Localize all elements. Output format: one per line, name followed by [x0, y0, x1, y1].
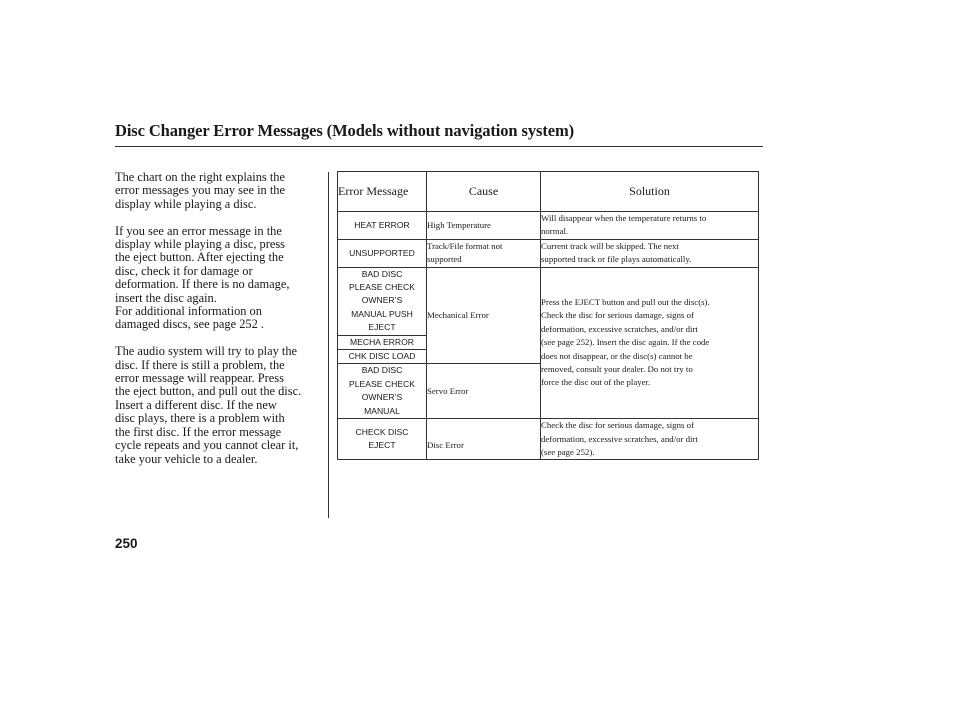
table-row [338, 239, 759, 267]
error-code: BAD DISC [361, 268, 403, 279]
text-line: display while playing a disc. [115, 196, 257, 211]
text-line: take your vehicle to a dealer. [115, 451, 258, 466]
text-line: disc. If there is still a problem, the [115, 357, 285, 372]
solution-line: removed, consult your dealer. Do not try to [541, 363, 693, 374]
solution-cell [541, 212, 759, 240]
text-line: cycle repeats and you cannot clear it, [115, 438, 299, 453]
error-code: MECHA ERROR [350, 336, 414, 347]
cause-cell [427, 419, 541, 460]
text-line: the eject button, and pull out the disc. [115, 384, 302, 399]
solution-line: does not disappear, or the disc(s) cannot be [541, 350, 693, 361]
solution-line: normal. [541, 226, 569, 237]
header-cause: Cause [427, 172, 541, 212]
error-code: EJECT [368, 322, 396, 333]
error-code: CHECK DISC [355, 426, 409, 437]
error-code: CHK DISC LOAD [348, 351, 416, 362]
intro-paragraph-1 [115, 171, 327, 211]
text-line: disc plays, there is a problem with [115, 411, 285, 426]
solution-line: deformation, excessive scratches, and/or dirt [541, 323, 698, 334]
text-line: The chart on the right explains the [115, 170, 285, 184]
cause-line: Disc Error [427, 440, 464, 450]
header-solution: Solution [541, 172, 759, 212]
error-message-cell [338, 419, 427, 460]
column-divider [328, 172, 329, 518]
solution-cell [541, 419, 759, 460]
error-message-table [337, 171, 759, 460]
solution-line: (see page 252). [541, 446, 595, 457]
text-line: error message will reappear. Press [115, 371, 284, 386]
cause-line: supported [427, 254, 462, 265]
solution-line: Press the EJECT button and pull out the disc(s). [541, 296, 710, 307]
cause-cell: Mechanical Error [427, 267, 541, 364]
cause-line: Track/File format not [427, 240, 503, 251]
error-message-cell [338, 239, 427, 267]
error-message-cell [338, 212, 427, 240]
text-line: If you see an error message in the [115, 223, 282, 238]
text-line: For additional information on [115, 304, 262, 319]
page-title: Disc Changer Error Messages (Models without navigation system) [115, 121, 574, 140]
solution-cell [541, 267, 759, 418]
error-code: MANUAL [364, 405, 400, 416]
error-message-cell [338, 335, 427, 349]
text-line: The audio system will try to play the [115, 344, 298, 359]
text-line: error messages you may see in the [115, 183, 285, 198]
page-number: 250 [115, 536, 138, 551]
solution-line: Current track will be skipped. The next [541, 240, 679, 251]
solution-line: force the disc out of the player. [541, 377, 651, 388]
error-code: HEAT ERROR [354, 219, 410, 230]
text-line: deformation. If there is no damage, [115, 277, 290, 292]
solution-line: deformation, excessive scratches, and/or dirt [541, 433, 698, 444]
intro-text [115, 171, 327, 466]
error-code: MANUAL PUSH [351, 308, 413, 319]
table-row [338, 267, 759, 335]
text-line: display while playing a disc, press [115, 237, 285, 252]
solution-cell [541, 239, 759, 267]
text-line: the first disc. If the error message [115, 424, 282, 439]
error-code: PLEASE CHECK [349, 282, 415, 293]
cause-cell [427, 239, 541, 267]
title-divider [115, 146, 763, 147]
header-error-message: Error Message [338, 172, 427, 212]
error-code: EJECT [368, 440, 396, 451]
table-row [338, 419, 759, 460]
intro-paragraph-2 [115, 225, 327, 332]
error-code: UNSUPPORTED [349, 247, 415, 258]
text-line: insert the disc again. [115, 290, 217, 305]
text-line: disc, check it for damage or [115, 263, 253, 278]
cause-cell: Servo Error [427, 364, 541, 419]
cause-cell: High Temperature [427, 212, 541, 240]
table-row [338, 212, 759, 240]
error-message-cell [338, 364, 427, 419]
text-line: Insert a different disc. If the new [115, 397, 277, 412]
intro-paragraph-3 [115, 345, 327, 466]
error-code: PLEASE CHECK [349, 378, 415, 389]
solution-line: Check the disc for serious damage, signs of [541, 310, 694, 321]
error-code: BAD DISC [361, 365, 403, 376]
error-message-cell [338, 350, 427, 364]
solution-line: (see page 252). Insert the disc again. If the code [541, 337, 710, 348]
text-line: the eject button. After ejecting the [115, 250, 284, 265]
error-code: OWNER’S [361, 295, 403, 306]
solution-line: Will disappear when the temperature returns to [541, 213, 707, 223]
error-message-cell [338, 267, 427, 335]
solution-line: supported track or file plays automatically. [541, 254, 692, 265]
table-header-row [338, 172, 759, 212]
error-code: OWNER’S [361, 392, 403, 403]
solution-line: Check the disc for serious damage, signs of [541, 420, 694, 431]
text-line: damaged discs, see page 252 . [115, 317, 264, 332]
